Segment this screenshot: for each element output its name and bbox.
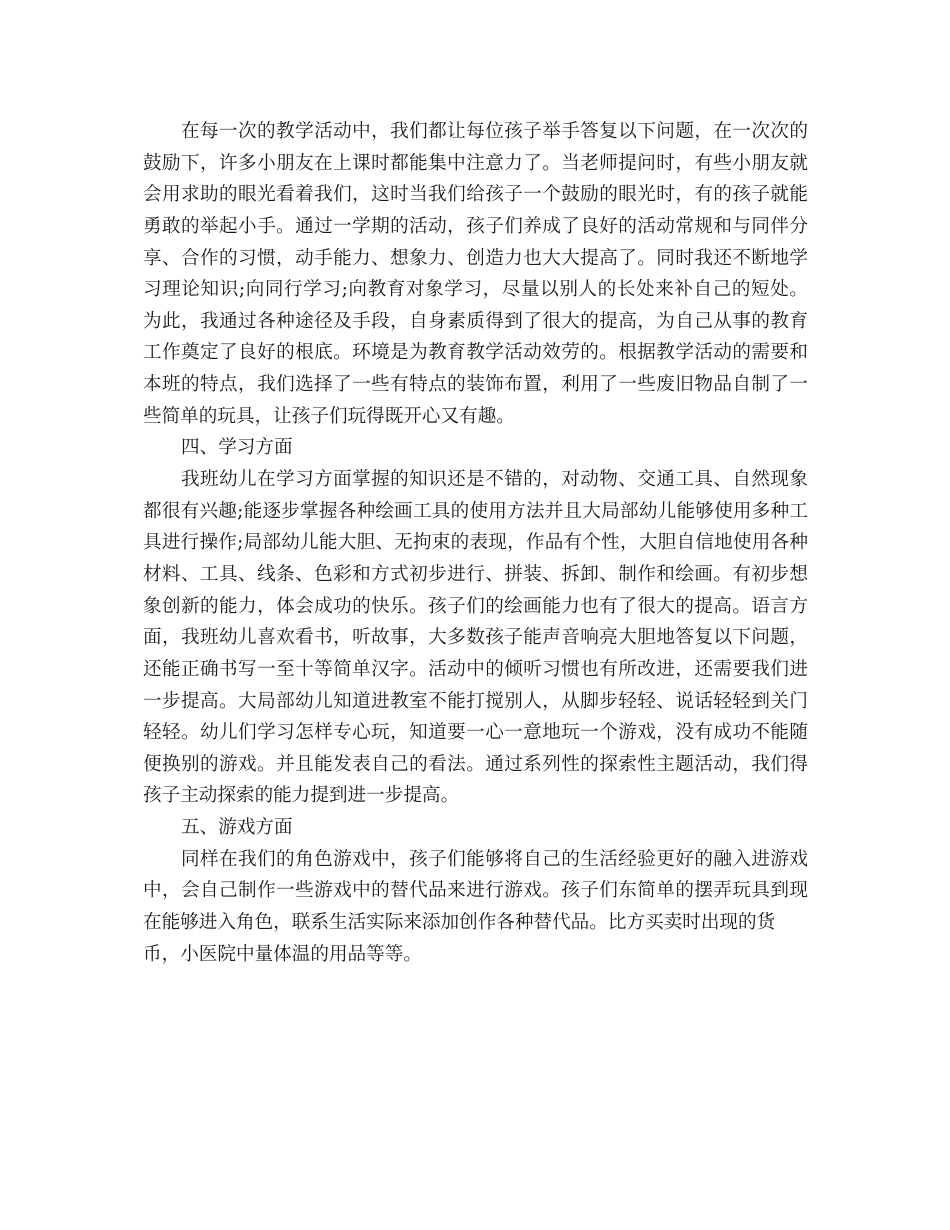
text-line: 象创新的能力，体会成功的快乐。孩子们的绘画能力也有了很大的提高。语言方	[143, 595, 808, 617]
text-line: 我班幼儿在学习方面掌握的知识还是不错的，对动物、交通工具、自然现象	[181, 469, 808, 491]
document-body	[143, 116, 808, 970]
text-line: 勇敢的举起小手。通过一学期的活动，孩子们养成了良好的活动常规和与同伴分	[143, 215, 808, 237]
text-line: 便换别的游戏。并且能发表自己的看法。通过系列性的探索性主题活动，我们得	[143, 753, 808, 775]
text-line: 在能够进入角色，联系生活实际来添加创作各种替代品。比方买卖时出现的货	[143, 912, 776, 934]
text-line: 孩子主动探索的能力提到进一步提高。	[143, 785, 460, 807]
text-line: 材料、工具、线条、色彩和方式初步进行、拼装、拆卸、制作和绘画。有初步想	[143, 563, 808, 585]
text-line: 还能正确书写一至十等简单汉字。活动中的倾听习惯也有所改进，还需要我们进	[143, 658, 808, 680]
paragraph-study	[143, 464, 808, 812]
text-line: 些简单的玩具，让孩子们玩得既开心又有趣。	[143, 405, 515, 427]
text-line: 面，我班幼儿喜欢看书，听故事，大多数孩子能声音响亮大胆地答复以下问题，	[143, 627, 808, 649]
text-line: 享、合作的习惯，动手能力、想象力、创造力也大大提高了。同时我还不断地学	[143, 247, 808, 269]
paragraph-teaching-activities	[143, 116, 808, 432]
text-line: 都很有兴趣;能逐步掌握各种绘画工具的使用方法并且大局部幼儿能够使用多种工	[143, 500, 808, 522]
text-line: 中，会自己制作一些游戏中的替代品来进行游戏。孩子们东简单的摆弄玩具到现	[143, 880, 808, 902]
section-heading-games: 五、游戏方面	[181, 817, 293, 839]
paragraph-games	[143, 844, 808, 971]
text-line: 工作奠定了良好的根底。环境是为教育教学活动效劳的。根据教学活动的需要和	[143, 342, 808, 364]
text-line: 同样在我们的角色游戏中，孩子们能够将自己的生活经验更好的融入进游戏	[181, 848, 808, 870]
text-line: 鼓励下，许多小朋友在上课时都能集中注意力了。当老师提问时，有些小朋友就	[143, 152, 808, 174]
section-heading-study: 四、学习方面	[181, 437, 293, 459]
text-line: 本班的特点，我们选择了一些有特点的装饰布置，利用了一些废旧物品自制了一	[143, 374, 808, 396]
text-line: 轻轻。幼儿们学习怎样专心玩，知道要一心一意地玩一个游戏，没有成功不能随	[143, 722, 808, 744]
text-line: 会用求助的眼光看着我们，这时当我们给孩子一个鼓励的眼光时，有的孩子就能	[143, 184, 808, 206]
text-line: 在每一次的教学活动中，我们都让每位孩子举手答复以下问题，在一次次的	[181, 121, 808, 142]
text-line: 具进行操作;局部幼儿能大胆、无拘束的表现，作品有个性，大胆自信地使用各种	[143, 532, 808, 554]
text-line: 习理论知识;向同行学习;向教育对象学习，尽量以别人的长处来补自己的短处。	[143, 279, 808, 301]
text-line: 币，小医院中量体温的用品等等。	[143, 943, 422, 965]
text-line: 为此，我通过各种途径及手段，自身素质得到了很大的提高，为自己从事的教育	[143, 310, 808, 332]
text-line: 一步提高。大局部幼儿知道进教室不能打搅别人，从脚步轻轻、说话轻轻到关门	[143, 690, 808, 712]
